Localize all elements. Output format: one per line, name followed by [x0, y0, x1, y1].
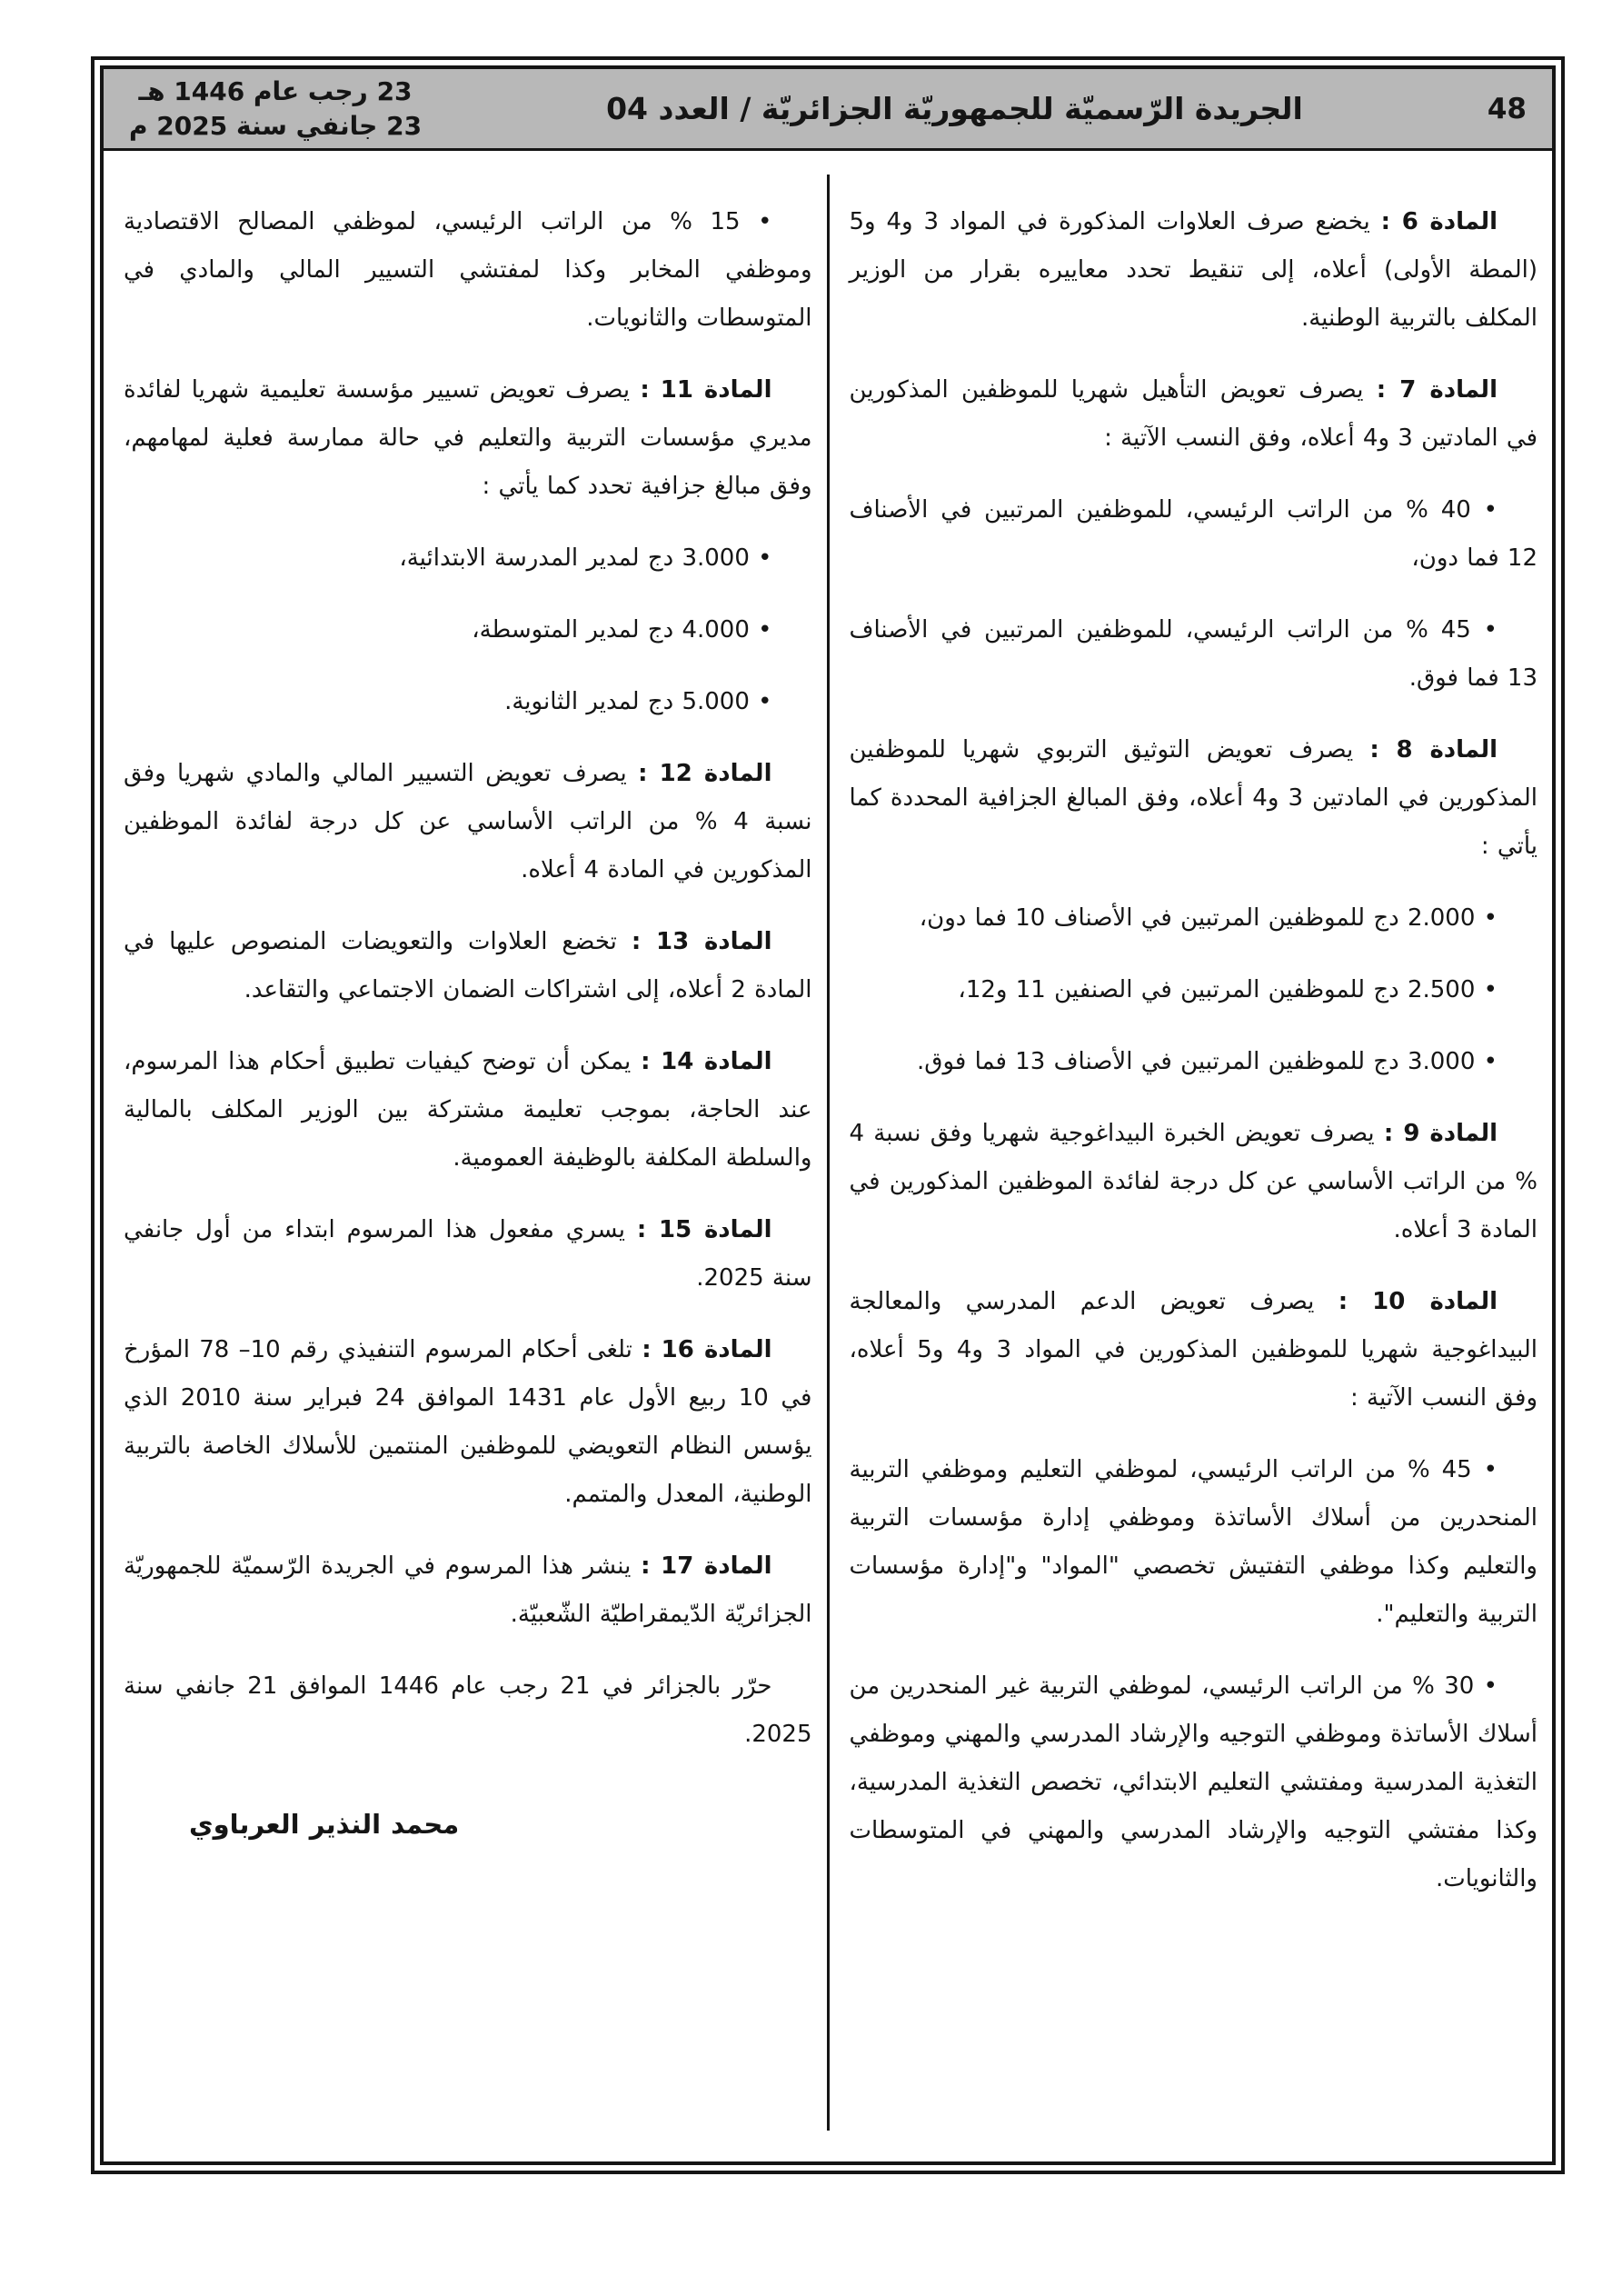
paragraph — [850, 1038, 1538, 1086]
paragraph — [850, 486, 1538, 583]
paragraph-text: يصرف تعويض الخبرة البيداغوجية شهريا وفق نسبة 4 % من الراتب الأساسي عن كل درجة لفائدة الموظفين المذكورين في المادة 3 أعلاه. — [849, 1120, 1537, 1243]
paragraph-text: • 45 % من الراتب الرئيسي، لموظفي التعليم وموظفي التربية المنحدرين من أسلاك الأساتذة وموظفي إدارة مؤسسات التربية والتعليم وكذا موظفي التفتيش تخصصي "المواد" و"إدارة مؤسسات التربية والتعليم". — [849, 1456, 1537, 1628]
paragraph-text: • 40 % من الراتب الرئيسي، للموظفين المرتبين في الأصناف 12 فما دون، — [849, 496, 1537, 572]
paragraph-text: محمد النذير العرباوي — [189, 1809, 460, 1840]
paragraph-text: • 5.000 دج لمدير الثانوية. — [504, 688, 772, 715]
paragraph-text: تخضع العلاوات والتعويضات المنصوص عليها في المادة 2 أعلاه، إلى اشتراكات الضمان الاجتماعي والتقاعد. — [124, 928, 812, 1003]
paragraph-text: • 3.000 دج للموظفين المرتبين في الأصناف 13 فما فوق. — [917, 1048, 1498, 1075]
page-frame — [91, 56, 1565, 2174]
gregorian-date: 23 جانفي سنة 2025 م — [129, 110, 423, 141]
paragraph — [124, 198, 812, 343]
paragraph-text: • 30 % من الراتب الرئيسي، لموظفي التربية غير المنحدرين من أسلاك الأساتذة وموظفي التوجيه والإرشاد المدرسي والمهني وموظفي التغذية المدرسية ومفتشي التعليم الابتدائي، تخصص التغذية المدرسية، وكذا مفتشي التوجيه والإرشاد المدرسي والمهني في المتوسطات والثانويات. — [849, 1672, 1537, 1892]
paragraph-text: يسري مفعول هذا المرسوم ابتداء من أول جانفي سنة 2025. — [124, 1216, 812, 1292]
paragraph-text: • 15 % من الراتب الرئيسي، لموظفي المصالح الاقتصادية وموظفي المخابر وكذا لمفتشي التسيير المالي والمادي في المتوسطات والثانويات. — [124, 208, 812, 332]
column-right — [830, 175, 1553, 2131]
paragraph — [850, 894, 1538, 943]
paragraph-text: • 45 % من الراتب الرئيسي، للموظفين المرتبين في الأصناف 13 فما فوق. — [849, 616, 1537, 692]
hijri-date: 23 رجب عام 1446 هـ — [138, 75, 413, 106]
paragraph-text: تلغى أحكام المرسوم التنفيذي رقم 10– 78 المؤرخ في 10 ربيع الأول عام 1431 الموافق 24 فبراير سنة 2010 الذي يؤسس النظام التعويضي للموظفين المنتمين للأسلاك الخاصة بالتربية الوطنية، المعدل والمتمم. — [124, 1336, 812, 1508]
paragraph — [124, 918, 812, 1014]
paragraph — [124, 606, 812, 654]
paragraph-text: يمكن أن توضح كيفيات تطبيق أحكام هذا المرسوم، عند الحاجة، بموجب تعليمة مشتركة بين الوزير المكلف بالمالية والسلطة المكلفة بالوظيفة العمومية. — [124, 1048, 812, 1172]
paragraph-text: ينشر هذا المرسوم في الجريدة الرّسميّة للجمهوريّة الجزائريّة الدّيمقراطيّة الشّعبيّة. — [124, 1552, 812, 1628]
paragraph — [124, 1038, 812, 1183]
paragraph — [124, 1801, 812, 1849]
paragraph-text: • 2.000 دج للموظفين المرتبين في الأصناف 10 فما دون، — [919, 904, 1498, 932]
article-label: المادة 14 : — [641, 1048, 772, 1075]
paragraph-text: يصرف تعويض التسيير المالي والمادي شهريا وفق نسبة 4 % من الراتب الأساسي عن كل درجة لفائدة الموظفين المذكورين في المادة 4 أعلاه. — [124, 760, 812, 883]
paragraph — [124, 1662, 812, 1759]
paragraph-text: حرّر بالجزائر في 21 رجب عام 1446 الموافق 21 جانفي سنة 2025. — [124, 1672, 812, 1748]
article-label: المادة 17 : — [641, 1552, 772, 1580]
article-label: المادة 12 : — [638, 760, 772, 787]
column-left — [104, 175, 827, 2131]
paragraph — [850, 1446, 1538, 1639]
paragraph-text: يصرف تعويض الدعم المدرسي والمعالجة البيداغوجية شهريا للموظفين المذكورين في المواد 3 و4 و5 أعلاه، وفق النسب الآتية : — [849, 1288, 1537, 1412]
paragraph — [124, 1326, 812, 1519]
paragraph — [850, 1110, 1538, 1254]
paragraph-text: يخضع صرف العلاوات المذكورة في المواد 3 و4 و5 (المطة الأولى) أعلاه، إلى تنقيط تحدد معاييره بقرار من الوزير المكلف بالتربية الوطنية. — [849, 208, 1537, 332]
article-label: المادة 13 : — [631, 928, 772, 955]
journal-title: الجريدة الرّسميّة للجمهوريّة الجزائريّة / العدد 04 — [606, 91, 1303, 126]
paragraph — [124, 678, 812, 726]
paragraph — [124, 534, 812, 583]
masthead — [104, 69, 1552, 151]
paragraph — [124, 366, 812, 511]
article-label: المادة 8 : — [1369, 736, 1498, 764]
paragraph-text: • 2.500 دج للموظفين المرتبين في الصنفين 11 و12، — [958, 976, 1498, 1003]
paragraph-text: يصرف تعويض تسيير مؤسسة تعليمية شهريا لفائدة مديري مؤسسات التربية والتعليم في حالة ممارسة فعلية لمهامهم، وفق مبالغ جزافية تحدد كما يأتي : — [124, 376, 812, 500]
paragraph — [850, 366, 1538, 463]
paragraph — [850, 1278, 1538, 1423]
paragraph — [124, 750, 812, 894]
paragraph — [124, 1206, 812, 1303]
article-label: المادة 7 : — [1376, 376, 1498, 404]
paragraph — [124, 1542, 812, 1639]
masthead-dates — [129, 75, 422, 144]
page-frame-inner — [100, 65, 1556, 2165]
article-label: المادة 11 : — [640, 376, 772, 404]
article-label: المادة 6 : — [1380, 208, 1498, 235]
paragraph-text: يصرف تعويض التوثيق التربوي شهريا للموظفين المذكورين في المادتين 3 و4 أعلاه، وفق المبالغ الجزافية المحددة كما يأتي : — [849, 736, 1537, 860]
column-divider — [827, 175, 830, 2131]
paragraph-text: • 3.000 دج لمدير المدرسة الابتدائية، — [399, 544, 772, 572]
article-label: المادة 15 : — [636, 1216, 772, 1243]
article-label: المادة 9 : — [1383, 1120, 1498, 1147]
paragraph — [850, 606, 1538, 703]
paragraph-text: يصرف تعويض التأهيل شهريا للموظفين المذكورين في المادتين 3 و4 أعلاه، وفق النسب الآتية : — [849, 376, 1537, 452]
paragraph — [850, 1662, 1538, 1903]
article-label: المادة 16 : — [642, 1336, 772, 1363]
paragraph — [850, 198, 1538, 343]
page-number: 48 — [1487, 92, 1527, 125]
paragraph-text: • 4.000 دج لمدير المتوسطة، — [472, 616, 772, 644]
paragraph — [850, 966, 1538, 1014]
article-label: المادة 10 : — [1338, 1288, 1498, 1315]
paragraph — [850, 726, 1538, 871]
body-area — [104, 151, 1552, 2161]
